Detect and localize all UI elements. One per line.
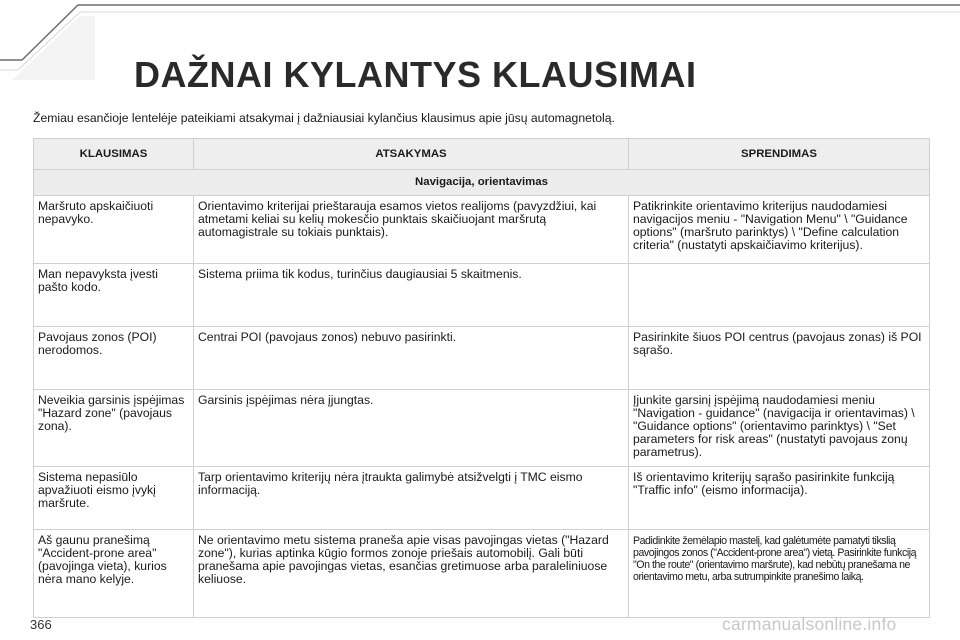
solution-cell: Padidinkite žemėlapio mastelį, kad galėtumėte pamatyti tikslią pavojingos zonos ("Accident-prone area") vietą. Pasirinkite funkciją "On the route" (orientavimo maršrute), kad nebūtų pranešama ne orientavimo metu, arba sutrumpinkite pranešimo laiką. xyxy=(629,530,930,618)
table-row xyxy=(34,327,930,390)
solution-cell: Patikrinkite orientavimo kriterijus naudodamiesi navigacijos meniu - "Navigation Menu" \ "Guidance options" (maršruto parinktys) \ "Define calculation criteria" (nustatyti apskaičiavimo kriterijus). xyxy=(629,196,930,264)
question-cell: Man nepavyksta įvesti pašto kodo. xyxy=(34,264,194,327)
answer-cell: Orientavimo kriterijai prieštarauja esamos vietos realijoms (pavyzdžiui, kai atmetami keliai su kelių mokesčio punktais skaičiuojant maršrutą automagistrale su tokiais punktais). xyxy=(194,196,629,264)
header-solution: SPRENDIMAS xyxy=(629,139,930,170)
faq-table xyxy=(33,138,930,618)
header-question: KLAUSIMAS xyxy=(34,139,194,170)
table-header-row xyxy=(34,139,930,170)
solution-cell: Pasirinkite šiuos POI centrus (pavojaus zonas) iš POI sąrašo. xyxy=(629,327,930,390)
answer-cell: Centrai POI (pavojaus zonos) nebuvo pasirinkti. xyxy=(194,327,629,390)
answer-cell: Sistema priima tik kodus, turinčius daugiausiai 5 skaitmenis. xyxy=(194,264,629,327)
table-row xyxy=(34,196,930,264)
question-cell: Neveikia garsinis įspėjimas "Hazard zone" (pavojaus zona). xyxy=(34,390,194,467)
table-row xyxy=(34,530,930,618)
section-row xyxy=(34,170,930,196)
answer-cell: Ne orientavimo metu sistema praneša apie visas pavojingas vietas ("Hazard zone"), kurias aptinka kūgio formos zonoje priešais automobilį. Gali būti pranešama apie pavojingas vietas, esančias gretimuose arba paraleliniuose keliuose. xyxy=(194,530,629,618)
answer-cell: Garsinis įspėjimas nėra įjungtas. xyxy=(194,390,629,467)
page-number: 366 xyxy=(30,617,52,632)
question-cell: Pavojaus zonos (POI) nerodomos. xyxy=(34,327,194,390)
intro-text: Žemiau esančioje lentelėje pateikiami atsakymai į dažniausiai kylančius klausimus apie jūsų automagnetolą. xyxy=(33,111,615,125)
solution-cell: Įjunkite garsinį įspėjimą naudodamiesi meniu "Navigation - guidance" (navigacija ir orientavimas) \ "Guidance options" (orientavimo parinktys) \ "Set parameters for risk areas" (nustatyti pavojaus zonų parametrus). xyxy=(629,390,930,467)
solution-cell xyxy=(629,264,930,327)
answer-cell: Tarp orientavimo kriterijų nėra įtraukta galimybė atsižvelgti į TMC eismo informaciją. xyxy=(194,467,629,530)
question-cell: Aš gaunu pranešimą "Accident-prone area" (pavojinga vieta), kurios nėra mano kelyje. xyxy=(34,530,194,618)
table-row xyxy=(34,390,930,467)
page-title: DAŽNAI KYLANTYS KLAUSIMAI xyxy=(134,54,697,95)
table-row xyxy=(34,264,930,327)
solution-cell: Iš orientavimo kriterijų sąrašo pasirinkite funkciją "Traffic info" (eismo informacija). xyxy=(629,467,930,530)
watermark: carmanualsonline.info xyxy=(722,614,897,634)
table-row xyxy=(34,467,930,530)
header-answer: ATSAKYMAS xyxy=(194,139,629,170)
section-title: Navigacija, orientavimas xyxy=(34,170,930,196)
question-cell: Sistema nepasiūlo apvažiuoti eismo įvykį maršrute. xyxy=(34,467,194,530)
question-cell: Maršruto apskaičiuoti nepavyko. xyxy=(34,196,194,264)
